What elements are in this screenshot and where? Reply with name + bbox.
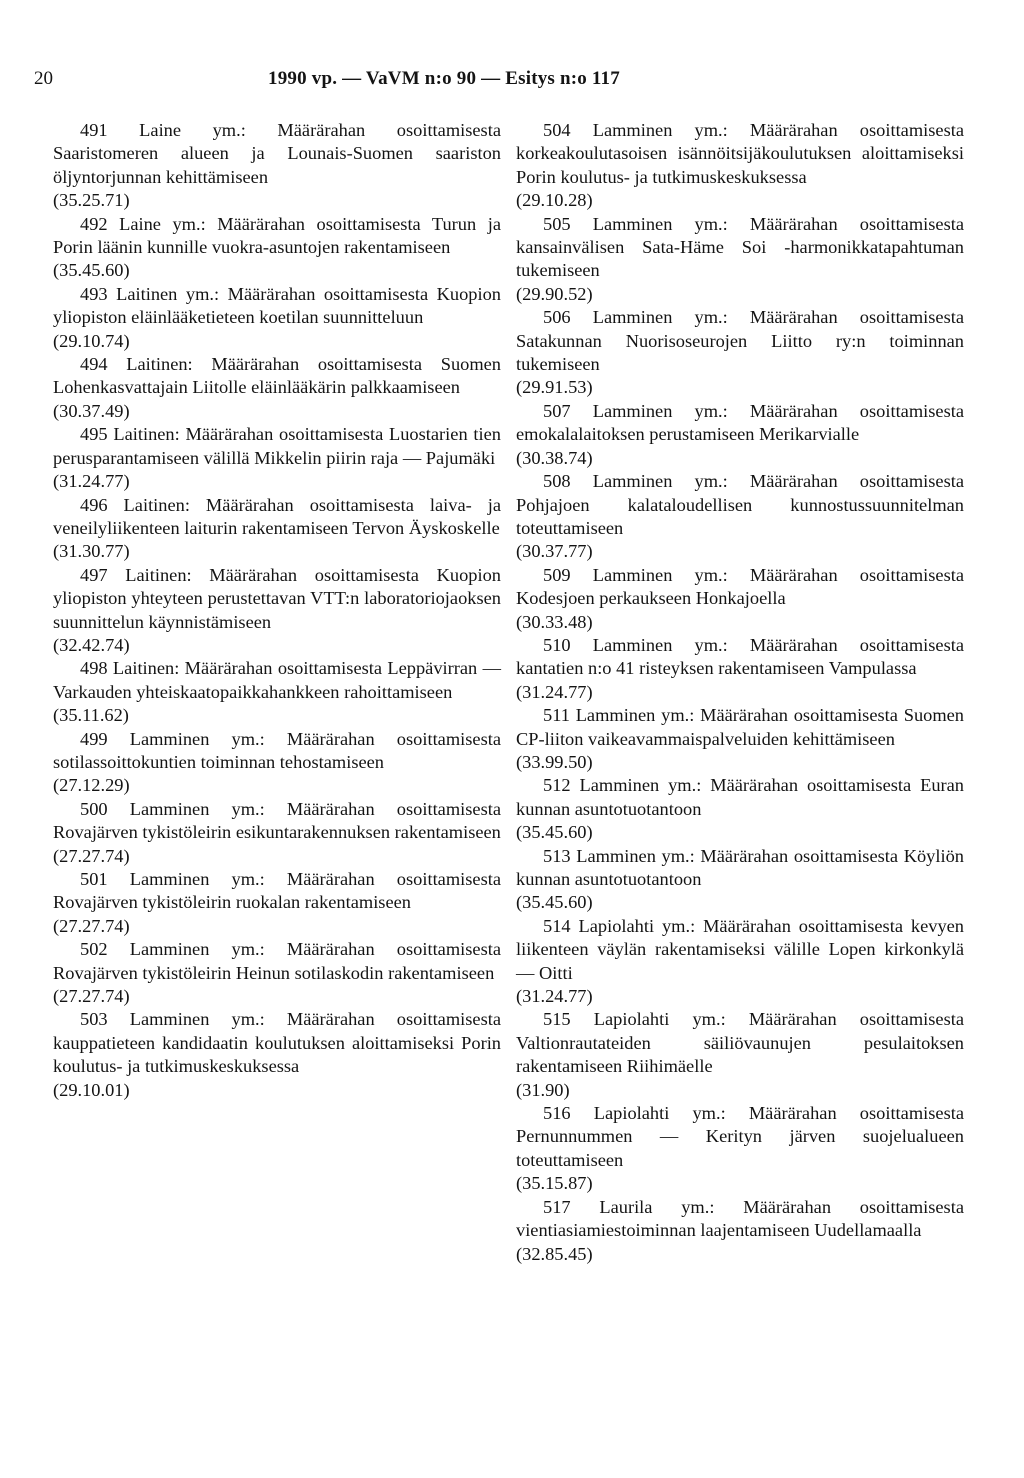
budget-code: (29.10.74) xyxy=(53,330,130,351)
entry-text: 498 Laitinen: Määrärahan osoittamisesta Leppävirran — Varkauden yhteiskaatopaikkahankkeen rahoittamiseen xyxy=(53,658,501,702)
budget-code: (27.27.74) xyxy=(53,845,130,866)
entry-515 xyxy=(516,1008,964,1102)
entry-text: 515 Lapiolahti ym.: Määrärahan osoittamisesta Valtionrautateiden säiliövaunujen pesulaitoksen rakentamiseen Riihimäelle xyxy=(516,1009,964,1077)
entry-517 xyxy=(516,1196,964,1266)
entry-text: 493 Laitinen ym.: Määrärahan osoittamisesta Kuopion yliopiston eläinlääketieteen koetilan suunnitteluun xyxy=(53,283,501,328)
entry-516 xyxy=(516,1102,964,1196)
entry-503 xyxy=(53,1008,501,1102)
entry-text: 517 Laurila ym.: Määrärahan osoittamisesta vientiasiamiestoiminnan laajentamiseen Uudellamaalla xyxy=(516,1196,964,1241)
entry-497 xyxy=(53,564,501,658)
budget-code: (29.90.52) xyxy=(516,283,593,304)
entry-text: 507 Lamminen ym.: Määrärahan osoittamisesta emokalalaitoksen perustamiseen Merikarvialle xyxy=(516,400,964,445)
entry-text: 494 Laitinen: Määrärahan osoittamisesta Suomen Lohenkasvattajain Liitolle eläinlääkärin palkkaamiseen xyxy=(53,354,501,398)
left-column xyxy=(53,119,501,1102)
entry-496 xyxy=(53,494,501,564)
budget-code: (31.30.77) xyxy=(53,541,130,562)
entry-500 xyxy=(53,798,501,868)
budget-code: (35.15.87) xyxy=(516,1173,593,1194)
entry-text: 491 Laine ym.: Määrärahan osoittamisesta Saaristomeren alueen ja Lounais-Suomen saariston öljyntorjunnan kehittämiseen xyxy=(53,120,501,187)
entry-507 xyxy=(516,400,964,470)
page-number: 20 xyxy=(34,68,53,89)
entry-text: 516 Lapiolahti ym.: Määrärahan osoittamisesta Pernunnummen — Kerityn järven suojelualueen toteuttamiseen xyxy=(516,1103,964,1170)
running-head: 1990 vp. — VaVM n:o 90 — Esitys n:o 117 xyxy=(268,68,620,89)
entry-501 xyxy=(53,868,501,938)
entry-text: 500 Lamminen ym.: Määrärahan osoittamisesta Rovajärven tykistöleirin esikuntarakennuksen rakentamiseen xyxy=(53,798,501,843)
budget-code: (35.11.62) xyxy=(53,705,129,726)
entry-text: 508 Lamminen ym.: Määrärahan osoittamisesta Pohjajoen kalataloudellisen kunnostussuunnitelman toteuttamiseen xyxy=(516,471,964,538)
budget-code: (31.24.77) xyxy=(516,681,593,702)
entry-508 xyxy=(516,470,964,564)
entry-text: 505 Lamminen ym.: Määrärahan osoittamisesta kansainvälisen Sata-Häme Soi -harmonikkatapahtuman tukemiseen xyxy=(516,213,964,281)
entry-text: 514 Lapiolahti ym.: Määrärahan osoittamisesta kevyen liikenteen väylän rakentamiseksi välille Lopen kirkonkylä — Oitti xyxy=(516,915,964,983)
entry-494 xyxy=(53,353,501,423)
budget-code: (27.27.74) xyxy=(53,915,130,936)
budget-code: (30.37.77) xyxy=(516,541,593,562)
entry-498 xyxy=(53,657,501,727)
budget-code: (32.85.45) xyxy=(516,1243,593,1264)
entry-502 xyxy=(53,938,501,1008)
entry-text: 511 Lamminen ym.: Määrärahan osoittamisesta Suomen CP-liiton vaikeavammaispalveluiden kehittämiseen xyxy=(516,705,964,749)
entry-499 xyxy=(53,728,501,798)
entry-514 xyxy=(516,915,964,1009)
budget-code: (31.90) xyxy=(516,1079,570,1100)
budget-code: (30.37.49) xyxy=(53,400,130,421)
entry-509 xyxy=(516,564,964,634)
budget-code: (30.33.48) xyxy=(516,611,593,632)
budget-code: (29.10.28) xyxy=(516,190,593,211)
entry-492 xyxy=(53,213,501,283)
entry-text: 497 Laitinen: Määrärahan osoittamisesta Kuopion yliopiston yhteyteen perustettavan VTT:n laboratoriojaoksen suunnittelun käynnistämiseen xyxy=(53,564,501,632)
entry-text: 512 Lamminen ym.: Määrärahan osoittamisesta Euran kunnan asuntotuotantoon xyxy=(516,775,964,819)
budget-code: (31.24.77) xyxy=(53,471,130,492)
entry-512 xyxy=(516,774,964,844)
entry-text: 503 Lamminen ym.: Määrärahan osoittamisesta kauppatieteen kandidaatin koulutuksen aloittamiseksi Porin koulutus- ja tutkimuskeskuksessa xyxy=(53,1009,501,1077)
entry-text: 506 Lamminen ym.: Määrärahan osoittamisesta Satakunnan Nuorisoseurojen Liitto ry:n toiminnan tukemiseen xyxy=(516,307,964,375)
entry-505 xyxy=(516,213,964,307)
budget-code: (27.12.29) xyxy=(53,775,130,796)
entry-text: 492 Laine ym.: Määrärahan osoittamisesta Turun ja Porin läänin kunnille vuokra-asuntojen rakentamiseen xyxy=(53,213,501,258)
budget-code: (35.45.60) xyxy=(516,822,593,843)
entry-491 xyxy=(53,119,501,213)
entry-511 xyxy=(516,704,964,774)
budget-code: (29.10.01) xyxy=(53,1079,130,1100)
budget-code: (29.91.53) xyxy=(516,377,593,398)
entry-506 xyxy=(516,306,964,400)
entry-text: 499 Lamminen ym.: Määrärahan osoittamisesta sotilassoittokuntien toiminnan tehostamiseen xyxy=(53,728,501,772)
page-header xyxy=(0,62,1024,96)
entry-text: 496 Laitinen: Määrärahan osoittamisesta laiva- ja veneilyliikenteen laiturin rakentamiseen Tervon Äyskoskelle xyxy=(53,494,501,538)
entry-504 xyxy=(516,119,964,213)
entry-text: 504 Lamminen ym.: Määrärahan osoittamisesta korkeakoulutasoisen isännöitsijäkoulutuksen aloittamiseksi Porin koulutus- ja tutkimuskeskuksessa xyxy=(516,120,964,187)
entry-text: 513 Lamminen ym.: Määrärahan osoittamisesta Köyliön kunnan asuntotuotantoon xyxy=(516,845,964,889)
entry-493 xyxy=(53,283,501,353)
budget-code: (30.38.74) xyxy=(516,447,593,468)
budget-code: (33.99.50) xyxy=(516,751,593,772)
entry-text: 509 Lamminen ym.: Määrärahan osoittamisesta Kodesjoen perkaukseen Honkajoella xyxy=(516,564,964,609)
budget-code: (27.27.74) xyxy=(53,986,130,1007)
entry-495 xyxy=(53,423,501,493)
budget-code: (35.25.71) xyxy=(53,190,130,211)
entry-text: 501 Lamminen ym.: Määrärahan osoittamisesta Rovajärven tykistöleirin ruokalan rakentamiseen xyxy=(53,869,501,913)
entry-510 xyxy=(516,634,964,704)
budget-code: (32.42.74) xyxy=(53,634,130,655)
entry-text: 502 Lamminen ym.: Määrärahan osoittamisesta Rovajärven tykistöleirin Heinun sotilaskodin rakentamiseen xyxy=(53,939,501,983)
entry-513 xyxy=(516,845,964,915)
entry-text: 495 Laitinen: Määrärahan osoittamisesta Luostarien tien perusparantamiseen välillä Mikkelin piirin raja — Pajumäki xyxy=(53,424,501,468)
entry-text: 510 Lamminen ym.: Määrärahan osoittamisesta kantatien n:o 41 risteyksen rakentamiseen Vampulassa xyxy=(516,634,964,679)
budget-code: (35.45.60) xyxy=(516,892,593,913)
right-column xyxy=(516,119,964,1266)
budget-code: (31.24.77) xyxy=(516,986,593,1007)
budget-code: (35.45.60) xyxy=(53,260,130,281)
